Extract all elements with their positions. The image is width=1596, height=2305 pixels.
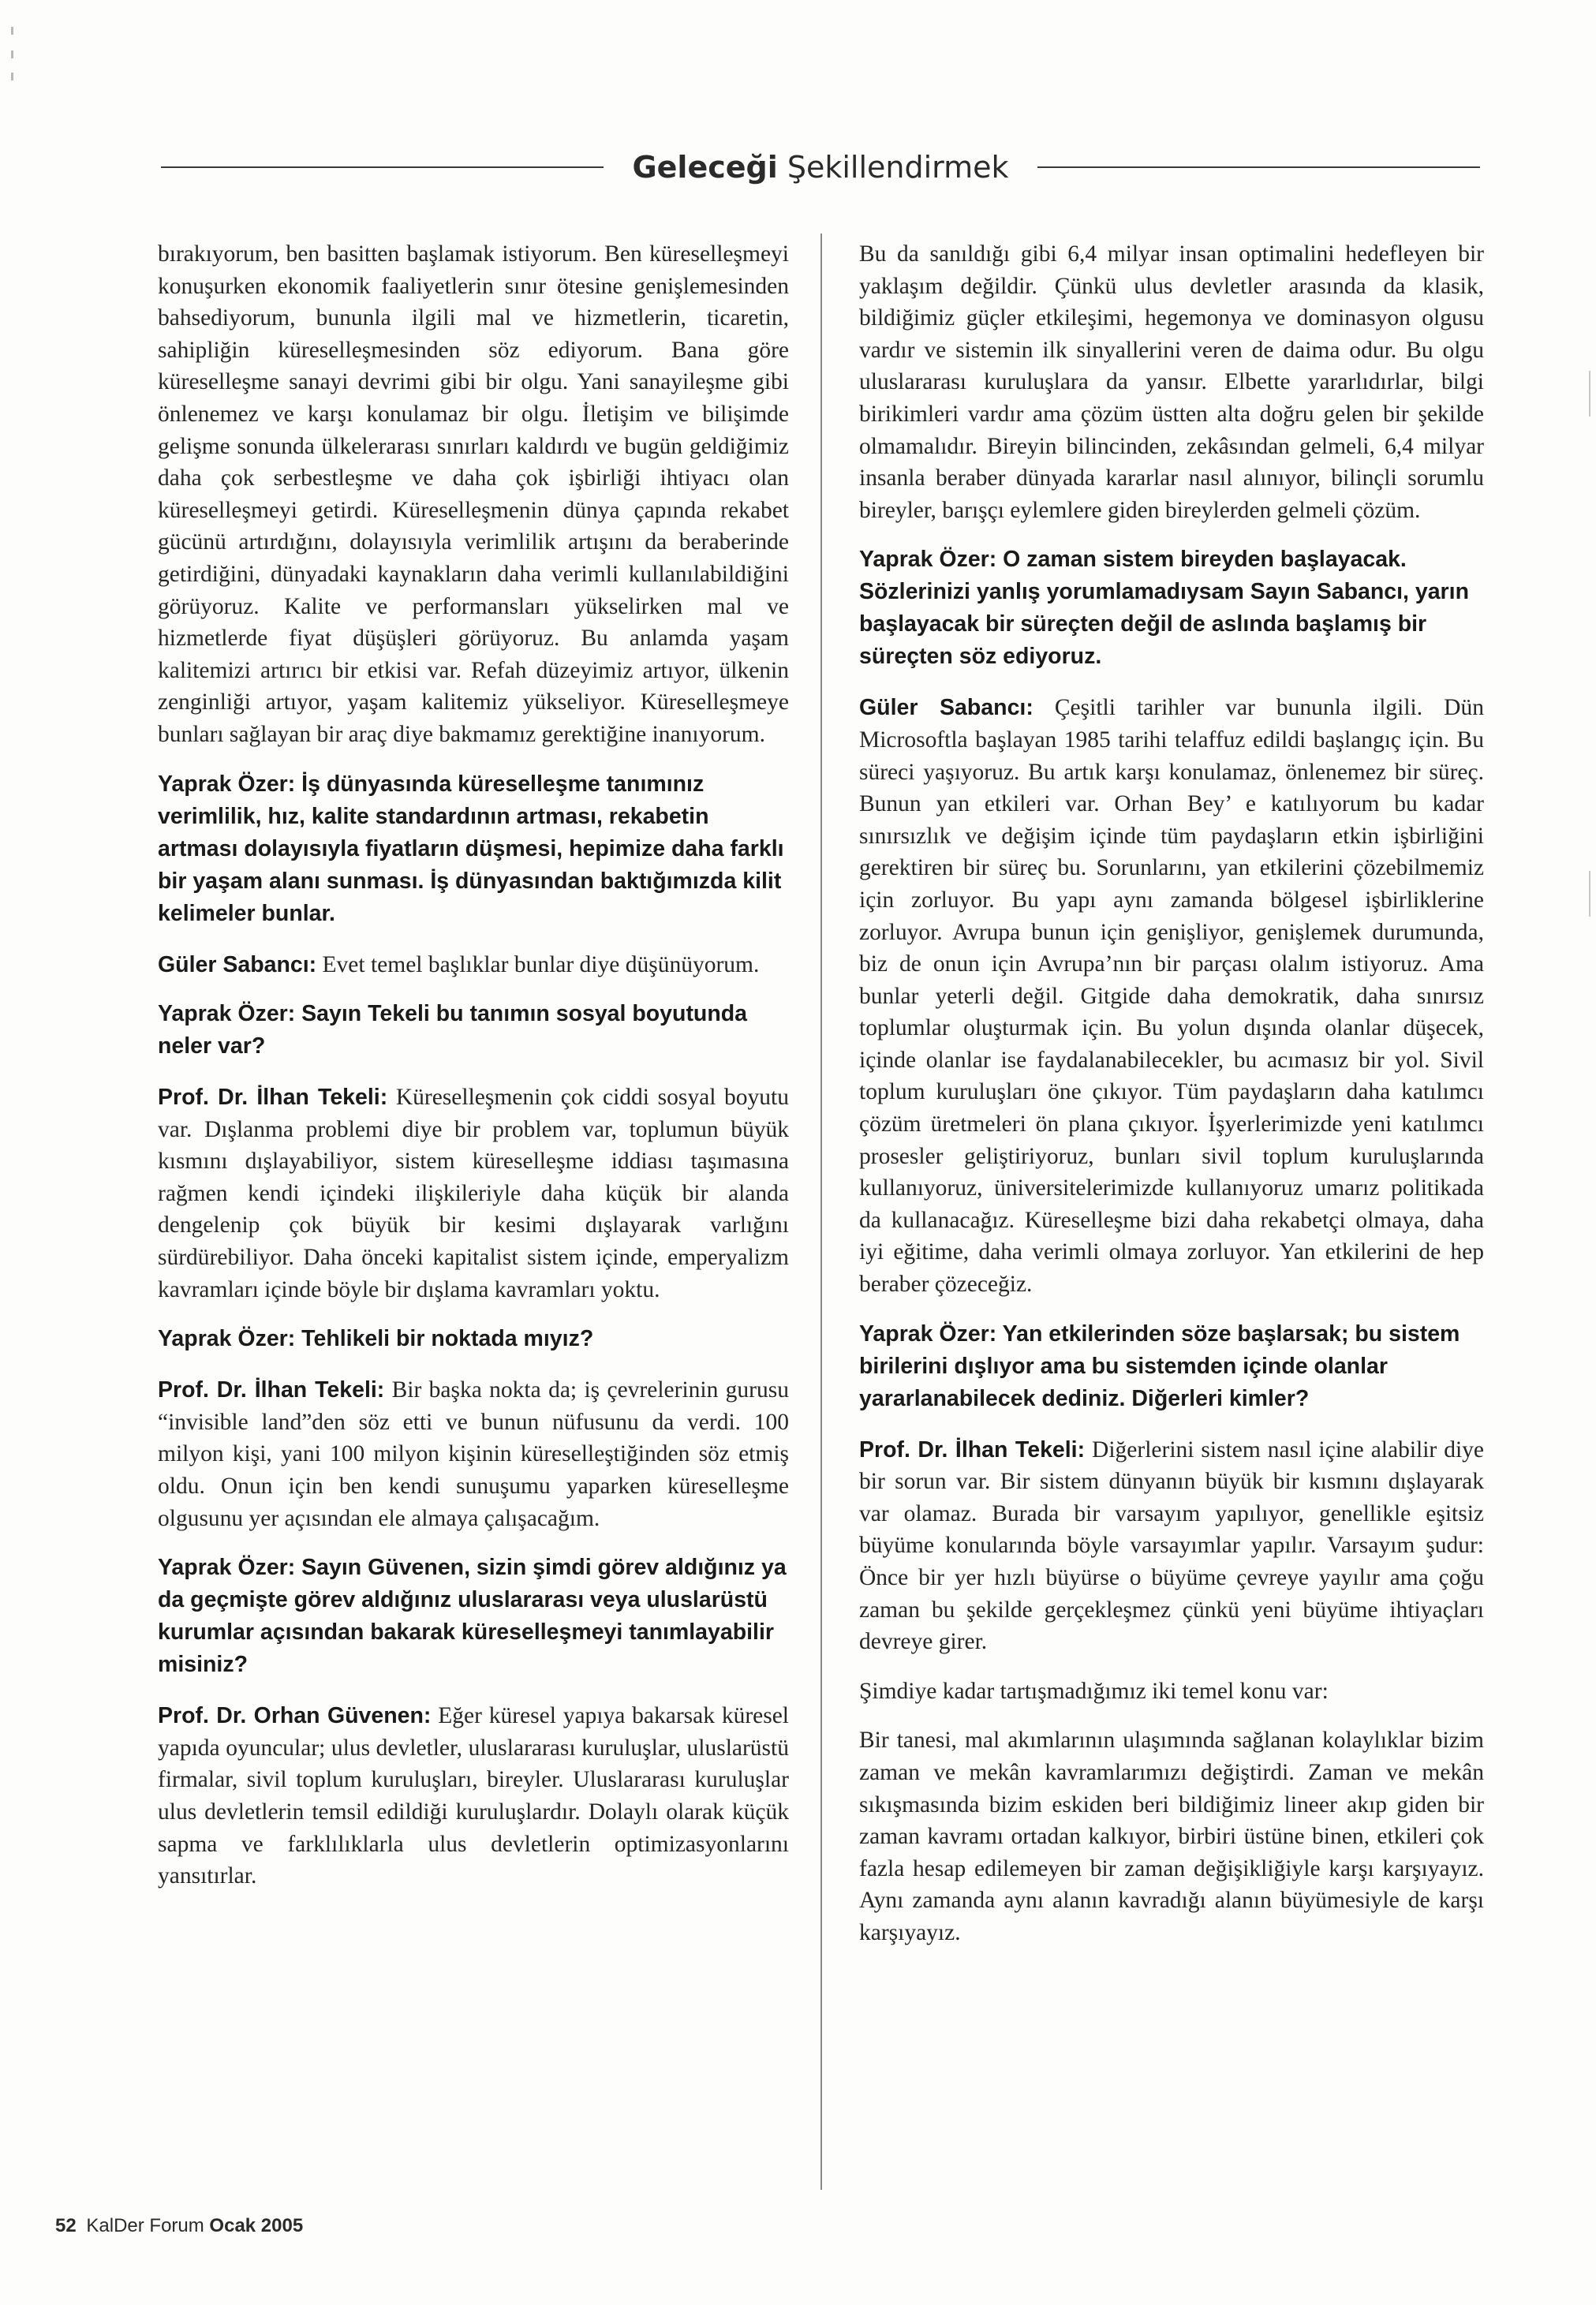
paragraph-text: Çeşitli tarihler var bununla ilgili. Dün Microsoftla başlayan 1985 tarihi telaffuz edildi başlangıç için. Bu süreci yaşıyoruz. Bu artık karşı konulamaz, önlenemez bir süreç. Bunun yan etkileri var. Orhan Bey’ e katılıyorum bu kadar sınırsızlık ve değişim içinde tüm paydaşların etkin işbirliğini gerektiren bir süreç bu. Sorunlarını, yan etkilerini çözebilmemiz için zorluyor. Bu yapı aynı zamanda bölgesel işbirliklerine zorluyor. Avrupa bunun için genişliyor, genişlemek durumunda, biz de onun için Avrupa’nın bir parçası olalım istiyoruz. Ama bunlar yeterli değil. Gitgide daha demokratik, daha sınırsız toplumlar oluşturmak için. Bu yolun dışında olanlar düşecek, içinde olanlar ise faydalanabilecekler, bu acımasız bir yol. Sivil toplum kuruluşları öne çıkıyor. Tüm paydaşların daha katılımcı çözüm üretmeleri ön plana çıkıyor. İşyerlerimizde yeni katılımcı prosesler geliştiriyoruz, bunları sivil toplum kuruluşlarında kullanıyoruz, üniversitelerimizde kullanıyoruz umarız politikada da kullanacağız. Küreselleşme bizi daha rekabetçi olmaya, daha iyi eğitime, daha verimli olmaya zorluyor. Yan etkilerini de hep beraber çözeceğiz. (859, 695, 1484, 1298)
interviewer-question: Yaprak Özer: O zaman sistem bireyden başlayacak. Sözlerinizi yanlış yorumlamadıysam Sayın Sabancı, yarın başlayacak bir süreçten değil de aslında başlamış bir süreçten söz ediyoruz. (859, 547, 1469, 670)
section-title (604, 150, 1037, 185)
page-edge-mark (1589, 871, 1590, 917)
interviewer-question: Yaprak Özer: Yan etkilerinden söze başlarsak; bu sistem birilerini dışlıyor ama bu sistemden içinde olanlar yararlanabilecek dediniz. Diğerleri kimler? (859, 1321, 1460, 1411)
paragraph-text: Evet temel başlıklar bunlar diye düşünüyorum. (316, 951, 760, 977)
column-divider (820, 233, 822, 2190)
speaker-name: Prof. Dr. İlhan Tekeli: (859, 1436, 1086, 1463)
body-paragraph (158, 949, 789, 981)
page-footer (55, 2215, 303, 2237)
page-edge-mark (1589, 371, 1590, 417)
paragraph-text: Küreselleşmenin çok ciddi sosyal boyutu var. Dışlanma problemi diye bir problem var, toplumun büyük kısmını dışlayabiliyor, sistem küreselleşme iddiası taşımasına rağmen kendi içindeki ilişkileriyle daha küçük bir alanda dengelenip çok büyük bir kesimi dışlayarak varlığını sürdürebiliyor. Daha önceki kapitalist sistem içinde, emperyalizm kavramları içinde böyle bir dışlama kavramları yoktu. (158, 1085, 789, 1302)
section-title-bold: Geleceği (632, 150, 778, 185)
header-rule-left (161, 166, 604, 168)
body-paragraph: Şimdiye kadar tartışmadığımız iki temel konu var: (859, 1678, 1329, 1704)
scan-mark (11, 73, 13, 80)
body-paragraph (158, 1374, 789, 1534)
interviewer-question: Yaprak Özer: Tehlikeli bir noktada mıyız? (158, 1326, 594, 1352)
paragraph-text: Diğerlerini sistem nasıl içine alabilir diye bir sorun var. Bir sistem dünyanın büyük bir kısmını dışlayarak var olamaz. Burada bir varsayım yapılıyor, genellikle eşitsiz büyüme konularında böyle varsayımlar yapılır. Varsayım şudur: Önce bir yer hızlı büyürse o büyüme çevreye yayılır ama çoğu zaman bu şekilde gerçekleşmez çünkü yeni büyüme ihtiyaçları devreye girer. (859, 1436, 1484, 1655)
left-column (158, 238, 789, 1910)
issue-date: Ocak 2005 (209, 2215, 304, 2236)
page-header (161, 144, 1480, 191)
body-paragraph: Bu da sanıldığı gibi 6,4 milyar insan optimalini hedefleyen bir yaklaşım değildir. Çünkü ulus devletler arasında da klasik, bildiğimiz güçler etkileşimi, hegemonya ve dominasyon olgusu vardır ve sistemin ilk sinyallerini veren de daima odur. Bu olgu uluslararası kuruluşlara da yansır. Elbette yararlıdırlar, bilgi birikimleri vardır ama çözüm üstten alta doğru gelen bir şekilde olmamalıdır. Bireyin bilincinden, zekâsından gelmeli, 6,4 milyar insanla beraber dünyada kararlar nasıl alınıyor, bilinçli sorumlu bireyler, barışçı eylemlere giden bireylerden gelmeli çözüm. (859, 241, 1484, 523)
scan-mark (11, 27, 13, 35)
paragraph-text: Eğer küresel yapıya bakarsak küresel yapıda oyuncular; ulus devletler, uluslararası kuruluşlar, uluslarüstü firmalar, sivil toplum kuruluşları, bireyler. Uluslararası kuruluşlar ulus devletlerin temsil edildiği kuruluşlardır. Dolaylı olarak küçük sapma ve farklılıklarla ulus devletlerin optimizasyonlarını yansıtırlar. (158, 1703, 790, 1889)
body-paragraph (859, 692, 1484, 1300)
publication-name: KalDer Forum (86, 2215, 204, 2236)
speaker-name: Prof. Dr. İlhan Tekeli: (158, 1377, 385, 1403)
body-paragraph (158, 1082, 789, 1306)
body-paragraph (859, 1434, 1484, 1658)
section-title-rest: Şekillendirmek (787, 150, 1009, 185)
body-paragraph (158, 1700, 789, 1892)
speaker-name: Güler Sabancı: (859, 695, 1033, 721)
body-paragraph: bırakıyorum, ben basitten başlamak istiyorum. Ben küreselleşmeyi konuşurken ekonomik faaliyetlerin sınır ötesine genişlemesinden bahsediyorum, bununla ilgili mal ve hizmetlerin, ticaretin, sahipliğin küreselleşmesinden söz ediyorum. Bana göre küreselleşme sanayi devrimi gibi bir olgu. Yani sanayileşme gibi önlenemez ve karşı konulamaz bir olgu. İletişim ve bilişimde gelişme sonunda ülkelerarası sınırları kaldırdı ve bugün geldiğimiz daha çok serbestleşme ve daha çok işbirliği ihtiyacı olan küreselleşmeyi getirdi. Küreselleşmenin dünya çapında rekabet gücünü artırdığını, dolayısıyla verimlilik artışını da beraberinde getirdiğini, dünyadaki kaynakların daha verimli kullanılabildiğini görüyoruz. Kalite ve performansları yükselirken mal ve hizmetlerde fiyat düşüşleri görüyoruz. Bu anlamda yaşam kalitemizi artırıcı bir etkisi var. Refah düzeyimiz artıyor, ülkenin zenginliği artıyor, yaşam kalitemiz yükseliyor. Küreselleşmeye bunları sağlayan bir araç diye bakmamız gerektiğine inanıyorum. (158, 241, 789, 747)
interviewer-question: Yaprak Özer: Sayın Güvenen, sizin şimdi görev aldığınız ya da geçmişte görev aldığınız uluslararası veya uluslarüstü kurumlar açısından bakarak küreselleşmeyi tanımlayabilir misiniz? (158, 1555, 787, 1678)
speaker-name: Prof. Dr. Orhan Güvenen: (158, 1703, 432, 1729)
header-rule-right (1037, 166, 1480, 168)
interviewer-question: Yaprak Özer: İş dünyasında küreselleşme tanımınız verimlilik, hız, kalite standardının artması, rekabetin artması dolayısıyla fiyatların düşmesi, hepimize daha farklı bir yaşam alanı sunması. İş dünyasından baktığımızda kilit kelimeler bunlar. (158, 771, 784, 926)
right-column (859, 238, 1484, 1967)
scan-mark (11, 50, 13, 58)
interviewer-question: Yaprak Özer: Sayın Tekeli bu tanımın sosyal boyutunda neler var? (158, 1001, 748, 1059)
body-paragraph: Bir tanesi, mal akımlarının ulaşımında sağlanan kolaylıklar bizim zaman ve mekân kavramlarımızı değiştirdi. Zaman ve mekân sıkışmasında bizim eskiden beri bildiğimiz lineer akıp giden bir zaman kavramı ortadan kalkıyor, birbiri üstüne binen, etkileri çok fazla hesap edilemeyen bir zaman değişikliğiyle karşı karşıyayız. Aynı zamanda aynı alanın kavradığı alanın büyümesiyle de karşı karşıyayız. (859, 1728, 1484, 1945)
speaker-name: Prof. Dr. İlhan Tekeli: (158, 1085, 388, 1111)
page-number: 52 (55, 2215, 77, 2236)
speaker-name: Güler Sabancı: (158, 951, 317, 977)
paragraph-text: Bir başka nokta da; iş çevrelerinin gurusu “invisible land”den söz etti ve bunun nüfusunu da verdi. 100 milyon kişi, yani 100 milyon kişinin küreselleştiğinden söz etmiş oldu. Onun için ben kendi sunuşumu yaparken küreselleşme olgusunu yer açısından ele almaya çalışacağım. (158, 1377, 789, 1531)
